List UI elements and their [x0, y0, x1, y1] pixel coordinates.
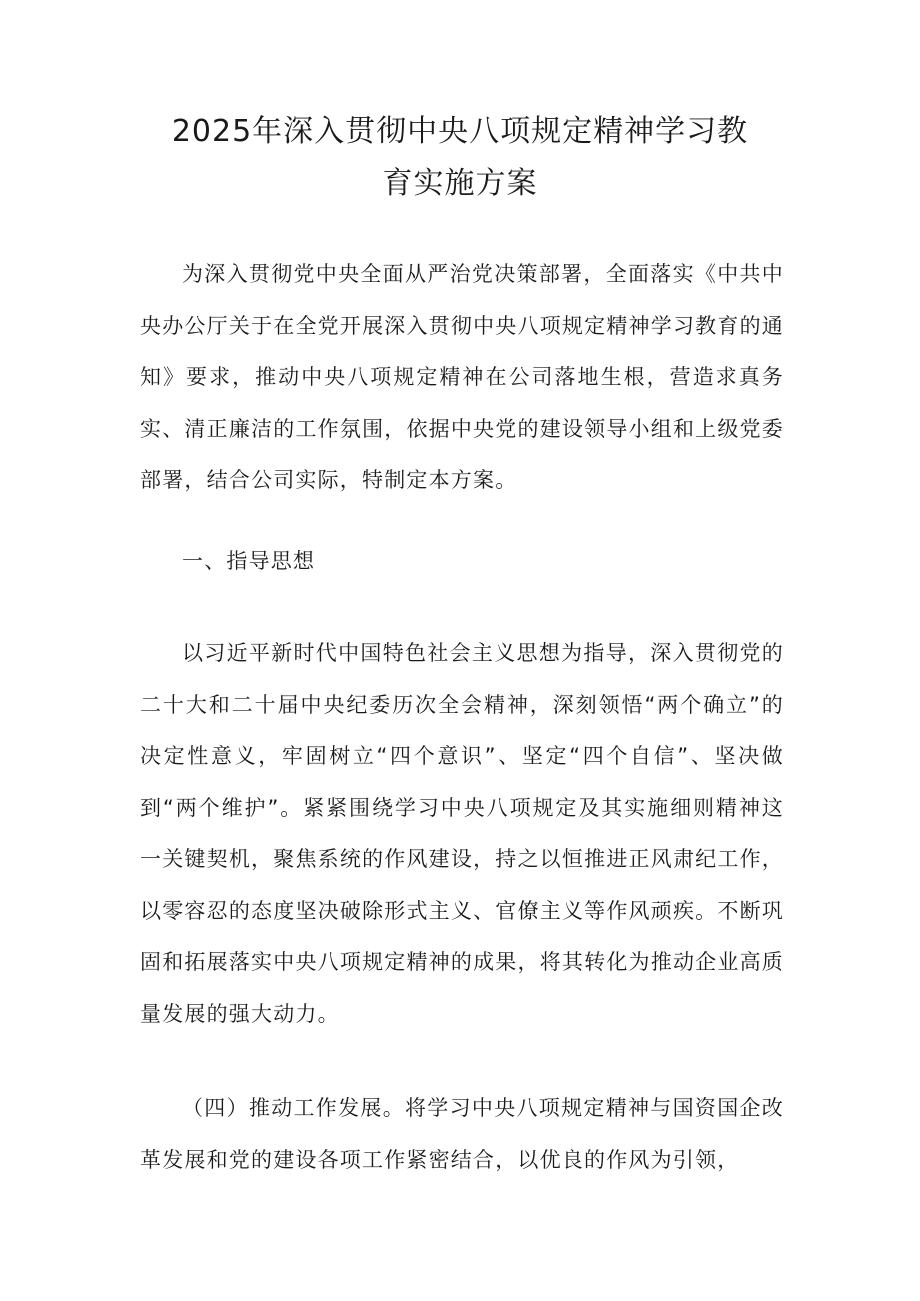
- document-title: [140, 106, 780, 210]
- guiding-ideology-paragraph: 以习近平新时代中国特色社会主义思想为指导，深入贯彻党的二十大和二十届中央纪委历次全会精神，深刻领悟“两个确立”的决定性意义，牢固树立“四个意识”、坚定“四个自信”、坚决做到“两个维护”。紧紧围绕学习中央八项规定及其实施细则精神这一关键契机，聚焦系统的作风建设，持之以恒推进正风肃纪工作，以零容忍的态度坚决破除形式主义、官僚主义等作风顽疾。不断巩固和拓展落实中央八项规定精神的成果，将其转化为推动企业高质量发展的强大动力。: [140, 641, 784, 1026]
- document-title-line-1: 2025年深入贯彻中央八项规定精神学习教: [171, 114, 749, 149]
- section-heading-guiding-ideology: 一、指导思想: [182, 549, 316, 573]
- intro-paragraph: 为深入贯彻党中央全面从严治党决策部署，全面落实《中共中央办公厅关于在全党开展深入贯彻中央八项规定精神学习教育的通知》要求，推动中央八项规定精神在公司落地生根，营造求真务实、清正廉洁的工作氛围，依据中央党的建设领导小组和上级党委部署，结合公司实际，特制定本方案。: [140, 262, 784, 492]
- document-title-line-2: 育实施方案: [382, 166, 538, 201]
- item-four-paragraph: （四）推动工作发展。将学习中央八项规定精神与国资国企改革发展和党的建设各项工作紧密结合，以优良的作风为引领，: [140, 1096, 784, 1172]
